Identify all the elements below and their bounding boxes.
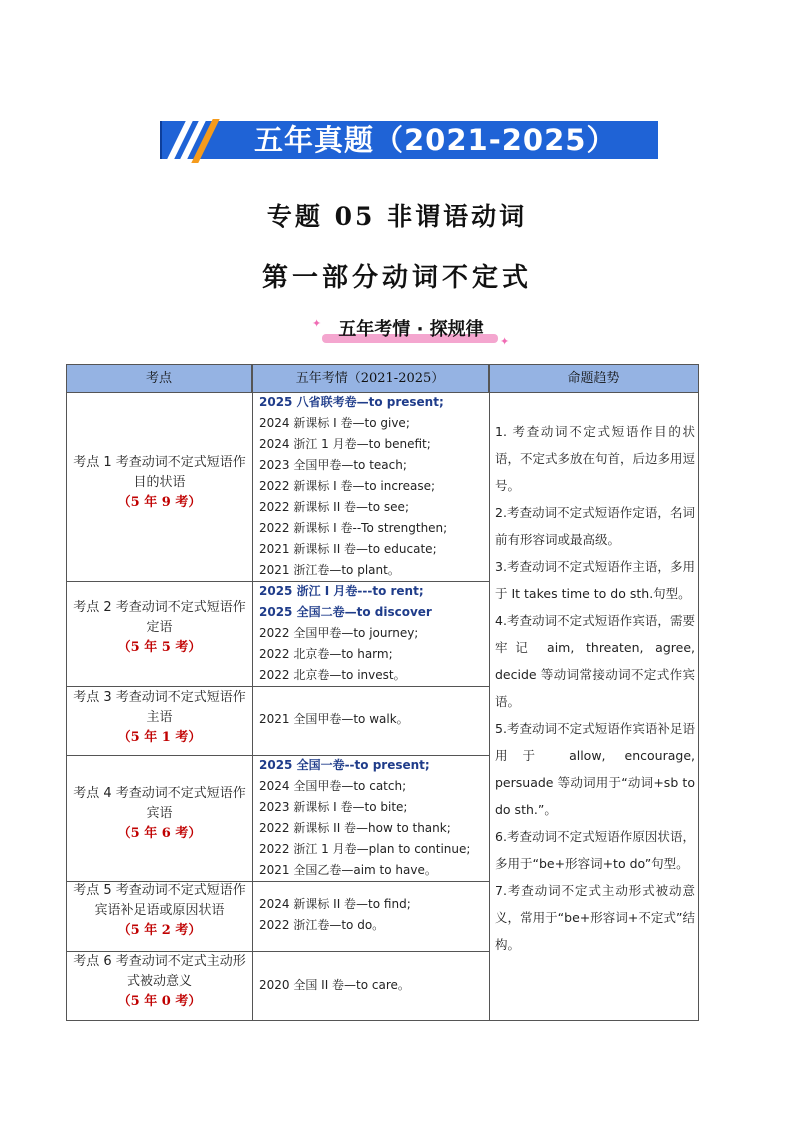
part-heading: 第一部分动词不定式 xyxy=(261,263,532,293)
list-item: 2020 全国 II 卷—to care。 xyxy=(259,978,410,992)
list-item: 2022 北京卷—to harm; xyxy=(259,647,393,661)
list-item: 2024 新课标 II 卷—to find; xyxy=(259,897,411,911)
row-divider xyxy=(67,686,489,687)
list-item: 2025 全国二卷—to discover xyxy=(259,605,432,619)
column-divider xyxy=(252,365,253,1020)
list-item: 2021 全国乙卷—aim to have。 xyxy=(259,863,437,877)
list-item: 2022 新课标 II 卷—how to thank; xyxy=(259,821,451,835)
years-cell xyxy=(259,581,432,686)
section-subtitle xyxy=(312,316,510,348)
topic-cell xyxy=(67,881,252,941)
sparkle-icon: ✦ xyxy=(500,335,510,348)
list-item: 2024 新课标 I 卷—to give; xyxy=(259,416,410,430)
exam-count: （5 年 5 考） xyxy=(117,640,202,655)
list-item: 2022 北京卷—to invest。 xyxy=(259,668,406,682)
list-item: 2022 全国甲卷—to journey; xyxy=(259,626,419,640)
topic-label: 考点 6 考查动词不定式主动形式被动意义 xyxy=(73,954,246,989)
exam-count: （5 年 6 考） xyxy=(117,826,202,841)
topic-cell xyxy=(67,784,252,844)
banner-title: 五年真题（2021-2025） xyxy=(254,123,617,157)
trend-item: 2.考查动词不定式短语作定语，名词前有形容词或最高级。 xyxy=(495,505,695,547)
topic-cell xyxy=(67,952,252,1012)
list-item: 2022 浙江卷—to do。 xyxy=(259,918,385,932)
header-trend: 命题趋势 xyxy=(489,365,698,393)
list-item: 2022 新课标 II 卷—to see; xyxy=(259,500,409,514)
topic-label: 考点 1 考查动词不定式短语作目的状语 xyxy=(73,455,246,490)
years-cell xyxy=(259,709,409,730)
years-cell xyxy=(259,755,470,881)
list-item: 2025 八省联考卷—to present; xyxy=(259,395,444,409)
list-item: 2024 浙江 1 月卷—to benefit; xyxy=(259,437,431,451)
trend-item: 3.考查动词不定式短语作主语，多用于 It takes time to do sth.句型。 xyxy=(495,559,695,601)
list-item: 2024 全国甲卷—to catch; xyxy=(259,779,407,793)
list-item: 2023 新课标 I 卷—to bite; xyxy=(259,800,408,814)
trend-item: 5.考查动词不定式短语作宾语补足语用于 allow, encourage, persuade 等动词用于“动词+sb to do sth.”。 xyxy=(495,721,695,817)
topic-cell xyxy=(67,598,252,658)
exam-count: （5 年 1 考） xyxy=(117,730,202,745)
header-topic: 考点 xyxy=(67,365,252,393)
trend-item: 1. 考查动词不定式短语作目的状语，不定式多放在句首，后边多用逗号。 xyxy=(495,424,696,493)
topic-label: 考点 2 考查动词不定式短语作定语 xyxy=(73,600,246,635)
trend-item: 6.考查动词不定式短语作原因状语，多用于“be+形容词+to do”句型。 xyxy=(495,829,695,871)
list-item: 2021 新课标 II 卷—to educate; xyxy=(259,542,437,556)
list-item: 2021 全国甲卷—to walk。 xyxy=(259,712,409,726)
topic-label: 考点 4 考查动词不定式短语作宾语 xyxy=(73,786,246,821)
title-banner xyxy=(160,121,658,159)
topic-heading: 专题 05 非谓语动词 xyxy=(266,202,528,231)
sparkle-icon: ✦ xyxy=(312,317,322,330)
topic-cell xyxy=(67,688,252,748)
topic-label: 考点 5 考查动词不定式短语作宾语补足语或原因状语 xyxy=(73,883,246,918)
trend-item: 7.考查动词不定式主动形式被动意义，常用于“be+形容词+不定式”结构。 xyxy=(495,883,695,952)
years-cell xyxy=(259,975,410,996)
topic-label: 考点 3 考查动词不定式短语作主语 xyxy=(73,690,246,725)
list-item: 2023 全国甲卷—to teach; xyxy=(259,458,407,472)
years-cell xyxy=(259,894,411,936)
trend-cell xyxy=(495,418,695,958)
exam-count: （5 年 2 考） xyxy=(117,923,202,938)
column-divider xyxy=(489,365,490,1020)
exam-count: （5 年 0 考） xyxy=(117,994,202,1009)
list-item: 2022 新课标 I 卷--To strengthen; xyxy=(259,521,448,535)
list-item: 2025 全国一卷--to present; xyxy=(259,758,430,772)
header-years: 五年考情（2021-2025） xyxy=(252,365,489,393)
list-item: 2022 新课标 I 卷—to increase; xyxy=(259,479,436,493)
trend-item: 4.考查动词不定式短语作宾语，需要牢记 aim, threaten, agree, decide 等动词常接动词不定式作宾语。 xyxy=(495,613,695,709)
exam-table xyxy=(66,364,699,1021)
years-cell xyxy=(259,392,447,581)
list-item: 2025 浙江 I 月卷---to rent; xyxy=(259,584,424,598)
topic-cell xyxy=(67,453,252,513)
list-item: 2022 浙江 1 月卷—plan to continue; xyxy=(259,842,471,856)
exam-count: （5 年 9 考） xyxy=(117,495,202,510)
subtitle-text: 五年考情 · 探规律 xyxy=(338,319,484,340)
list-item: 2021 浙江卷—to plant。 xyxy=(259,563,400,577)
